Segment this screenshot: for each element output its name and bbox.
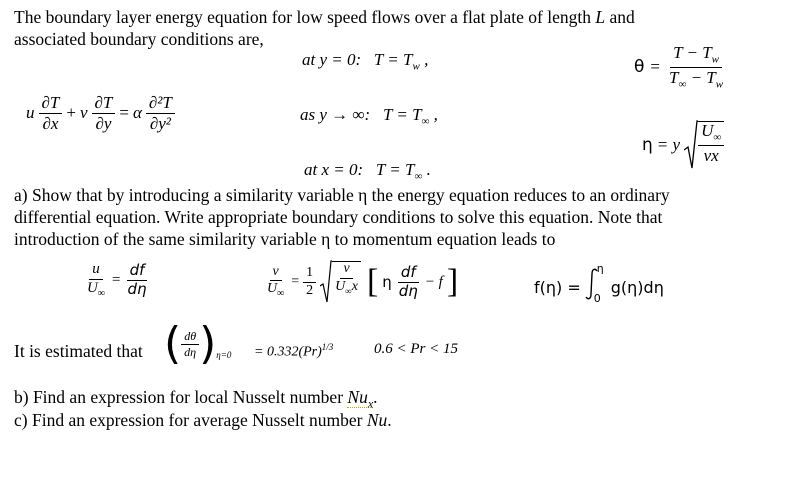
theta-equals: = <box>650 57 660 77</box>
right-paren: ) <box>199 318 217 369</box>
intro-line-2: associated boundary conditions are, <box>14 29 264 49</box>
u-over-uinf <box>84 262 108 299</box>
left-paren: ( <box>164 318 182 369</box>
sqrt-sign-icon <box>320 260 332 304</box>
bc-wall-condition: at y = 0: <box>302 50 362 69</box>
eta-rad-num-sub: ∞ <box>713 131 722 144</box>
theta-den-mid: − T <box>686 67 716 87</box>
f-lhs: f(η) = <box>534 277 581 297</box>
u-den <box>84 280 108 300</box>
u-equals: = <box>111 272 121 289</box>
bc-wall-tail: , <box>419 50 429 69</box>
bc-freestream-sub: ∞ <box>421 115 430 128</box>
bc-freestream-condition: as y → ∞: <box>300 105 371 124</box>
bc-leading-edge-condition: at x = 0: <box>304 160 364 179</box>
estimate-lead: It is estimated that <box>14 341 143 361</box>
theta-den-sub1: ∞ <box>678 78 687 91</box>
v-den-sub: ∞ <box>277 287 285 299</box>
u-relation <box>84 262 149 299</box>
estimate-exponent: 1/3 <box>321 342 334 352</box>
bc-leading-edge-tail: . <box>422 160 431 179</box>
sqrt-sign-icon <box>684 120 698 170</box>
v-relation <box>264 260 458 304</box>
eval-sub: η=0 <box>216 350 232 360</box>
bc-freestream-tail: , <box>429 105 438 124</box>
nu-x-var: Nu <box>347 387 368 407</box>
u-den-sub: ∞ <box>97 287 105 299</box>
right-bracket: ] <box>446 263 459 300</box>
theta-definition <box>634 44 726 91</box>
estimate-value-text: = 0.332(Pr) <box>254 344 322 360</box>
eta-rad-den: νx <box>703 145 719 165</box>
pde-equals: = <box>119 103 129 123</box>
bracket-eta: η <box>382 273 392 291</box>
df-2: df <box>398 265 419 283</box>
theta-denominator <box>666 68 726 91</box>
eta-radicand <box>698 121 724 170</box>
part-a-line-1: a) Show that by introducing a similarity variable η the energy equation reduces to an ordinary <box>14 185 670 205</box>
pde-u: u <box>26 103 35 123</box>
u-num: u <box>89 262 103 280</box>
estimate-value <box>254 342 333 361</box>
theta-num-text: T − T <box>673 43 712 62</box>
part-c-end: . <box>387 410 392 430</box>
pde-d2T: ∂²T <box>146 94 175 114</box>
bc-wall-sub: w <box>412 60 420 73</box>
deta-3: dη <box>184 344 197 359</box>
v-den <box>264 281 287 299</box>
intro-text: The boundary layer energy equation for low speed flows over a flat plate of length <box>14 7 591 27</box>
nu-average: Nu <box>366 410 388 430</box>
pde-d2tdy2 <box>146 94 175 133</box>
v-rad-num: ν <box>340 262 352 279</box>
integral-upper: η <box>596 262 604 275</box>
left-bracket: [ <box>366 263 379 300</box>
integral-body: g(η)dη <box>610 277 664 297</box>
dtheta-deta <box>181 330 199 358</box>
theta-den-text: T <box>669 67 679 87</box>
bc-wall-value: T = T <box>373 50 413 69</box>
bc-leading-edge <box>304 160 431 182</box>
pde-dtdx <box>39 94 63 133</box>
pde-dy: ∂y <box>95 113 112 133</box>
eta-definition <box>642 120 724 170</box>
df-deta-1 <box>124 263 149 298</box>
half-den: 2 <box>306 282 314 298</box>
one-half <box>303 266 316 298</box>
pde-plus: + <box>66 103 76 123</box>
v-equals: = <box>291 274 300 289</box>
pde-dx: ∂x <box>42 113 59 133</box>
dtheta: dθ <box>181 330 199 345</box>
theta-numerator <box>670 44 722 68</box>
eta-symbol: η <box>642 135 653 155</box>
part-b-text: b) Find an expression for local Nusselt number <box>14 387 344 407</box>
bc-wall <box>302 50 428 72</box>
bc-leading-edge-sub: ∞ <box>414 170 423 183</box>
integral-lower: 0 <box>593 292 601 305</box>
part-c <box>14 409 392 431</box>
v-radical <box>320 260 361 304</box>
energy-equation <box>26 94 175 133</box>
bc-freestream <box>300 105 438 127</box>
nu-x-sub: x <box>367 396 374 411</box>
eta-rad-num-text: U <box>701 121 714 140</box>
v-den-text: U <box>267 281 278 297</box>
v-radicand <box>332 261 361 304</box>
bc-leading-edge-value: T = T <box>375 160 415 179</box>
theta-den-sub2: w <box>715 78 724 91</box>
theta-num-sub: w <box>711 53 719 66</box>
df-1: df <box>127 263 148 281</box>
pde-dtdy <box>92 94 116 133</box>
deta-2: dη <box>398 281 418 300</box>
part-b-end: . <box>373 387 378 407</box>
pde-v: v <box>79 103 88 123</box>
eta-radical <box>684 120 724 170</box>
intro-line-1 <box>14 6 635 28</box>
pde-dy2: ∂y² <box>149 113 171 133</box>
v-rad-den-u: U <box>335 278 346 294</box>
deta-1: dη <box>127 280 147 299</box>
df-deta-2 <box>396 262 421 300</box>
eta-equals-y: = y <box>656 135 681 154</box>
theta-fraction <box>666 44 726 91</box>
f-definition <box>534 262 664 305</box>
v-rad-den <box>332 279 361 296</box>
prandtl-range: 0.6 < Pr < 15 <box>374 341 458 357</box>
half-num: 1 <box>303 266 316 283</box>
pde-dT-2: ∂T <box>92 94 116 114</box>
bracket-tail: − f <box>424 273 443 290</box>
v-num: v <box>270 265 282 282</box>
eta-rad-num <box>698 122 724 146</box>
pde-alpha: α <box>132 103 142 123</box>
part-a-line-3: introduction of the same similarity variable η to momentum equation leads to <box>14 229 556 249</box>
u-den-text: U <box>87 279 98 296</box>
part-c-text: c) Find an expression for average Nusselt number <box>14 410 363 430</box>
v-rad-den-sub: ∞ <box>345 285 352 296</box>
integral <box>585 262 607 305</box>
nu-x <box>347 387 374 411</box>
bc-freestream-value: T = T <box>382 105 422 124</box>
v-over-uinf <box>264 265 287 300</box>
length-variable: L <box>595 7 606 27</box>
v-rad-den-x: x <box>351 278 358 294</box>
pde-dT-1: ∂T <box>39 94 63 114</box>
dtheta-deta-expression <box>164 318 232 369</box>
intro-text-end: and <box>609 7 635 27</box>
part-a-line-2: differential equation. Write appropriate boundary conditions to solve this equation. Note that <box>14 207 663 227</box>
theta-symbol: θ <box>634 57 645 78</box>
